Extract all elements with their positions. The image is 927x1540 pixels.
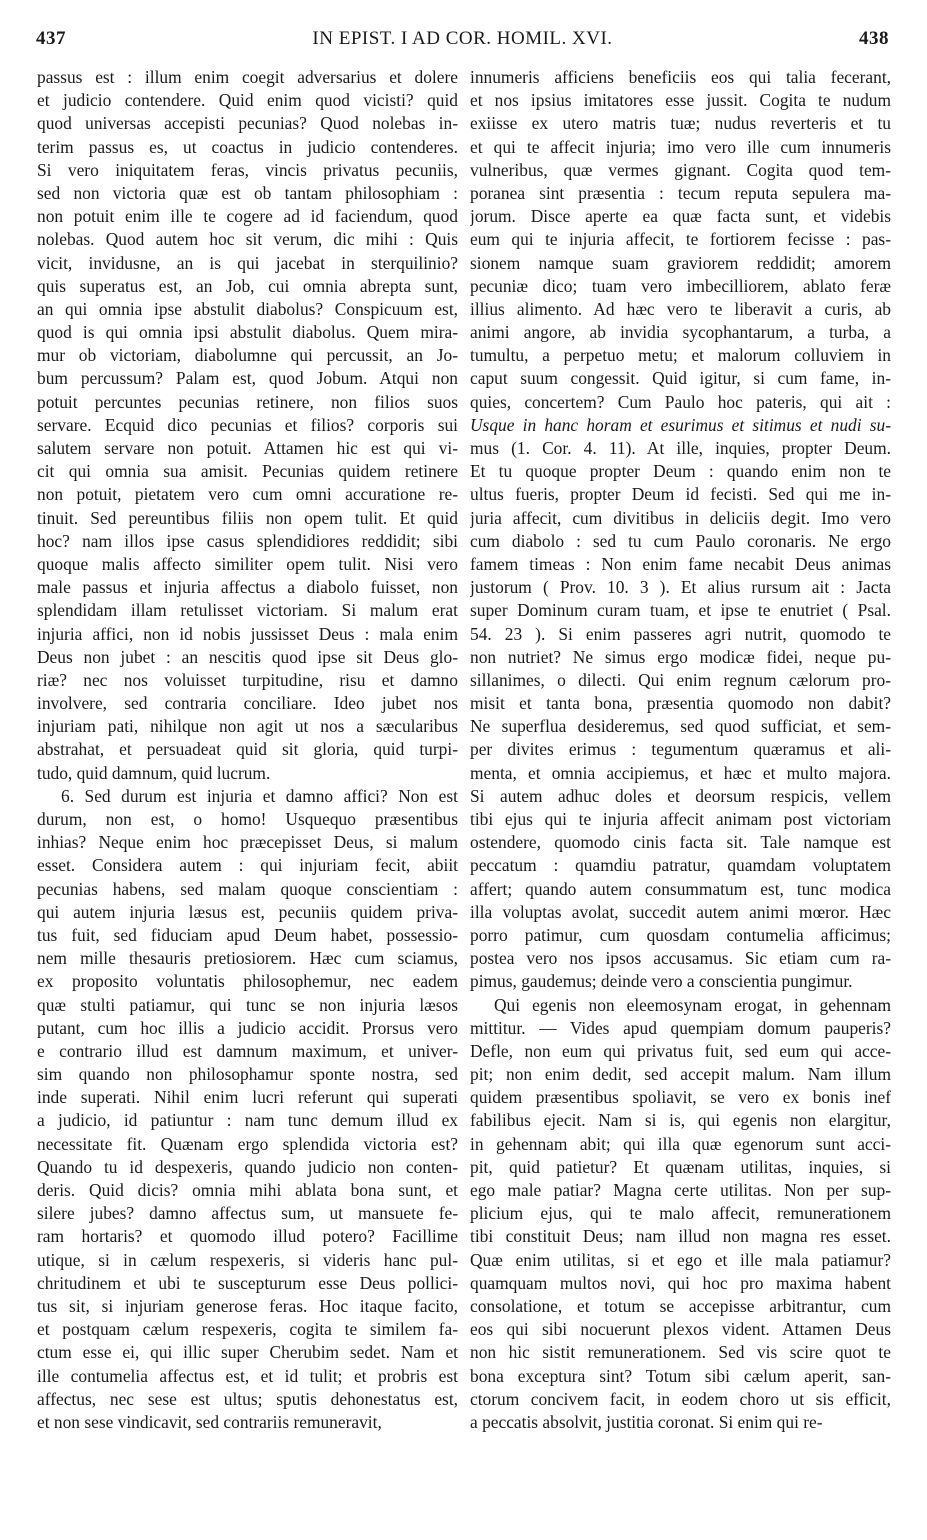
text-line: exiisse ex utero matris tuæ; nudus reverteris et tu	[470, 113, 891, 134]
text-line: ctum esse ei, qui illic super Cherubim sedet. Nam et	[37, 1342, 458, 1363]
text-line: inhias? Neque enim hoc præcepisset Deus, si malum	[37, 832, 458, 853]
text-line: eos qui sibi nocuerunt plexos vident. Attamen Deus	[470, 1319, 891, 1340]
text-line: et postquam cælum respexeris, cogita te similem fa-	[37, 1319, 458, 1340]
text-line: necessitate fit. Quænam ergo splendida victoria est?	[37, 1133, 458, 1154]
right-text-column	[470, 66, 891, 1434]
text-line: illa voluptas avolat, succedit autem animi mœror. Hæc	[470, 901, 891, 922]
text-line: potuit percuntes pecunias retinere, non filios suos	[37, 391, 458, 412]
text-line: vicit, invidusne, an is qui jacebat in sterquilinio?	[37, 252, 458, 273]
text-line: Deus non jubet : an nescitis quod ipse sit Deus glo-	[37, 646, 458, 667]
text-line: fabilibus ejecit. Nam si is, qui egenis non elargitur,	[470, 1110, 891, 1131]
text-line: quamquam multos novi, qui hoc pro maxima habent	[470, 1272, 891, 1293]
text-line: ultus fueris, propter Deum id fecisti. Sed qui me in-	[470, 484, 891, 505]
text-line: qui autem injuria læsus est, pecuniis quidem priva-	[37, 901, 458, 922]
text-line: tibi constituit Deus; nam illud non magna res esset.	[470, 1226, 891, 1247]
text-line: Ne superflua desideremus, sed quod sufficiat, et sem-	[470, 716, 891, 737]
text-line: Si autem adhuc doles et deorsum respicis, vellem	[470, 785, 891, 806]
text-line: bum percussum? Palam est, quod Jobum. Atqui non	[37, 368, 458, 389]
text-line: cit qui omnia sua amisit. Pecunias quidem retinere	[37, 461, 458, 482]
text-line: nolebas. Quod autem hoc sit verum, dic mihi : Quis	[37, 229, 458, 250]
text-line: terim passus es, ut coactus in judicio contenderes.	[37, 136, 458, 157]
text-line: non nutriet? Ne simus ergo modicæ fidei, neque pu-	[470, 646, 891, 667]
text-line: Et tu quoque propter Deum : quando enim non te	[470, 461, 891, 482]
text-line: innumeris afficiens beneficiis eos qui talia fecerant,	[470, 67, 891, 87]
text-line: ex proposito voluntatis philosophemur, nec eadem	[37, 971, 458, 992]
text-line: esset. Considera autem : qui injuriam fecit, abiit	[37, 855, 458, 876]
text-line: Qui egenis non eleemosynam erogat, in gehennam	[494, 994, 891, 1015]
text-line: quod universas accepisti pecunias? Quod nolebas in-	[37, 113, 458, 134]
text-line: quæ stulti patiamur, qui tunc se non injuria læsos	[37, 994, 458, 1015]
text-line: male passus et injuria affectus a diabolo fuisset, non	[37, 577, 458, 598]
text-line: justorum ( Prov. 10. 3 ). Et alius rursum ait : Jacta	[470, 577, 891, 598]
text-line: pecuniæ dico; tuam vero imbecilliorem, ablato feræ	[470, 275, 891, 296]
text-line: postea vero nos ipsos accusamus. Sic etiam cum ra-	[470, 948, 891, 969]
text-line: quod is qui omnia ipsi abstulit diabolus. Quem mira-	[37, 322, 458, 343]
text-line: Defle, non eum qui privatus fuit, sed eum qui acce-	[470, 1040, 891, 1061]
text-line: vulneribus, quæ vermes gignant. Cogita quod tem-	[470, 159, 891, 180]
text-line: riæ? nec nos voluisset turpitudine, risu et damno	[37, 669, 458, 690]
text-line: sim quando non philosophamur sponte nostra, sed	[37, 1064, 458, 1085]
text-line: tus fuit, sed fiduciam apud Deum habet, possessio-	[37, 924, 458, 945]
text-line: involvere, sed contraria conciliare. Ideo jubet nos	[37, 693, 458, 714]
text-line: Usque in hanc horam et esurimus et sitimus et nudi su-	[470, 414, 891, 435]
text-line: mittitur. — Vides apud quempiam domum pauperis?	[470, 1017, 891, 1038]
text-line: quidem præsentibus spoliavit, se vero ex bonis inef	[470, 1087, 891, 1108]
text-line: mus (1. Cor. 4. 11). At ille, inquies, propter Deum.	[470, 438, 891, 458]
page-number-left: 437	[36, 28, 66, 49]
text-line: Si vero iniquitatem feras, vincis privatus pecuniis,	[37, 159, 458, 180]
text-line: et qui te affecit injuria; imo vero ille cum innumeris	[470, 136, 891, 157]
text-line: caput suum congessit. Quid igitur, si cum fame, in-	[470, 368, 891, 389]
running-header	[36, 28, 889, 58]
text-line: putant, cum hoc illis a judicio accidit. Prorsus vero	[37, 1017, 458, 1038]
text-line: et judicio contendere. Quid enim quod vicisti? quid	[37, 90, 458, 111]
text-line: eum qui te injuria affecit, te fortiorem fecisse : pas-	[470, 229, 891, 250]
text-line: ram hortaris? et quomodo illud potero? Facillime	[37, 1226, 458, 1247]
text-line: non potuit enim ille te cogere ad id faciendum, quod	[37, 206, 458, 227]
text-line: servare. Ecquid dico pecunias et filios? corporis sui	[37, 414, 458, 435]
text-line: animi angore, ab invidia sycophantarum, a turba, a	[470, 322, 891, 343]
text-line: tudo, quid damnum, quid lucrum.	[37, 762, 271, 783]
text-line: sionem namque suam graviorem reddidit; amorem	[470, 252, 891, 273]
text-line: famem timeas : Non enim fame necabit Deus animas	[470, 553, 891, 574]
page-number-right: 438	[859, 28, 889, 49]
text-line: tinuit. Sed pereuntibus filiis non opem tulit. Et quid	[37, 507, 458, 528]
text-line: peccatum : quamdiu patratur, quamdam voluptatem	[470, 855, 891, 876]
running-title: IN EPIST. I AD COR. HOMIL. XVI.	[312, 28, 613, 49]
text-line: an qui omnia ipse abstulit diabolus? Conspicuum est,	[37, 298, 458, 319]
text-line: durum, non est, o homo! Usquequo præsentibus	[37, 809, 458, 829]
text-line: injuriam pati, nihilque non agit ut nos a sæcularibus	[37, 716, 458, 737]
text-line: sillanimes, o dilecti. Qui enim regnum cælorum pro-	[470, 669, 891, 690]
text-line: quoque malis affecto similiter opem tulit. Nisi vero	[37, 553, 458, 574]
text-line: misit et tanta bona, præsentia quomodo non dabit?	[470, 693, 891, 714]
text-line: nem mille thesauris pretiosiorem. Hæc cum sciamus,	[37, 948, 458, 969]
text-line: ego male patiar? Magna certe utilitas. Non per sup-	[470, 1180, 891, 1200]
text-line: pecunias habens, sed malam quoque conscientiam :	[37, 878, 458, 899]
text-line: non hic sistit remunerationem. Sed vis scire quot te	[470, 1342, 891, 1363]
text-line: tibi ejus qui te injuria affecit animam post victoriam	[470, 809, 891, 829]
text-line: quies, concertem? Cum Paulo hoc pateris, qui ait :	[470, 391, 891, 412]
text-line: splendidam illam retulisset victoriam. Si malum erat	[37, 600, 458, 621]
text-line: deris. Quid dicis? omnia mihi ablata bona sunt, et	[37, 1180, 458, 1200]
text-line: chritudinem et ubi te suscepturum esse Deus pollici-	[37, 1272, 458, 1293]
text-line: sed non victoria quæ est ob tantam philosophiam :	[37, 182, 458, 203]
text-line: Quæ enim utilitas, si et ego et ille mala patiamur?	[470, 1249, 891, 1270]
text-line: mur ob victoriam, diabolumne qui percussit, an Jo-	[37, 345, 458, 366]
text-line: plicium ejus, qui te malo affecit, remunerationem	[470, 1203, 891, 1224]
text-line: affert; quando autem consummatum est, tunc modica	[470, 878, 891, 899]
text-line: super Dominum curam tuam, et ipse te enutriet ( Psal.	[470, 600, 891, 621]
text-line: porro patimur, cum quosdam contumelia afficimus;	[470, 924, 891, 945]
text-line: et non sese vindicavit, sed contrariis remuneravit,	[37, 1411, 382, 1432]
text-line: ille contumelia affectus est, et id tulit; et probris est	[37, 1365, 458, 1386]
text-line: e contrario illud est damnum maximum, et univer-	[37, 1040, 458, 1061]
text-line: tumultu, a perpetuo metu; et malorum colluviem in	[470, 345, 891, 366]
text-line: a judicio, id patiuntur : nam tunc demum illud ex	[37, 1110, 458, 1131]
text-line: poranea sint præsentia : tecum reputa sepulera ma-	[470, 182, 891, 203]
text-line: tus sit, si injuriam generose feras. Hoc itaque facito,	[37, 1295, 458, 1316]
text-line: ostendere, quomodo cinis facta sit. Tale namque est	[470, 832, 891, 853]
text-line: juria affecit, cum divitibus in deliciis degit. Imo vero	[470, 507, 891, 528]
text-line: salutem servare non potuit. Attamen hic est qui vi-	[37, 438, 458, 458]
text-line: illius alimento. Ad hæc vero te liberavit a curis, ab	[470, 298, 891, 319]
text-line: non potuit, pietatem vero cum omni accuratione re-	[37, 484, 458, 505]
text-line: pit; non enim dedit, sed accepit malum. Nam illum	[470, 1064, 891, 1085]
text-line: hoc? nam illos ipse casus splendidiores reddidit; sibi	[37, 530, 458, 551]
left-text-column	[37, 66, 458, 1434]
text-line: 54. 23 ). Si enim passeres agri nutrit, quomodo te	[470, 623, 891, 644]
text-line: jorum. Disce aperte ea quæ facta sunt, et videbis	[470, 206, 891, 227]
text-line: pit, quid patietur? Et quænam utilitas, inquies, si	[470, 1156, 891, 1177]
text-line: Quando tu id despexeris, quando judicio non conten-	[37, 1156, 458, 1177]
text-line: cum diabolo : sed tu cum Paulo coronaris. Ne ergo	[470, 530, 891, 551]
text-line: silere jubes? damno affectus sum, ut mansuete fe-	[37, 1203, 458, 1224]
text-line: menta, et omnia accipiemus, et hæc et multo majora.	[470, 762, 891, 783]
text-line: ctorum concivem facit, in eodem choro ut sis efficit,	[470, 1388, 891, 1409]
text-line: passus est : illum enim coegit adversarius et dolere	[37, 67, 458, 87]
text-line: bona exceptura sint? Totum sibi cælum aperit, san-	[470, 1365, 891, 1386]
text-line: abstrahat, et persuadeat quid sit gloria, quid turpi-	[37, 739, 458, 760]
text-line: a peccatis absolvit, justitia coronat. Si enim qui re-	[470, 1411, 823, 1432]
text-line: pimus, gaudemus; deinde vero a conscientia pungimur.	[470, 971, 853, 992]
text-line: per divites erimus : tegumentum quæramus et ali-	[470, 739, 891, 760]
text-line: affectus, nec sese est ultus; sputis dehonestatus est,	[37, 1388, 458, 1409]
text-line: injuria affici, non id nobis jussisset Deus : mala enim	[37, 623, 458, 644]
text-line: utique, si in cælum respexeris, si videris hanc pul-	[37, 1249, 458, 1270]
text-line: 6. Sed durum est injuria et damno affici? Non est	[61, 785, 458, 806]
text-line: quis superatus est, an Job, cui omnia abrepta sunt,	[37, 275, 458, 296]
text-line: et nos ipsius imitatores esse jussit. Cogita te nudum	[470, 90, 891, 111]
text-line: in gehennam abit; qui illa quæ egenorum sunt acci-	[470, 1133, 891, 1154]
text-line: inde superati. Nihil enim lucri referunt qui superati	[37, 1087, 458, 1108]
text-line: consolatione, et totum se accepisse arbitrantur, cum	[470, 1295, 891, 1316]
